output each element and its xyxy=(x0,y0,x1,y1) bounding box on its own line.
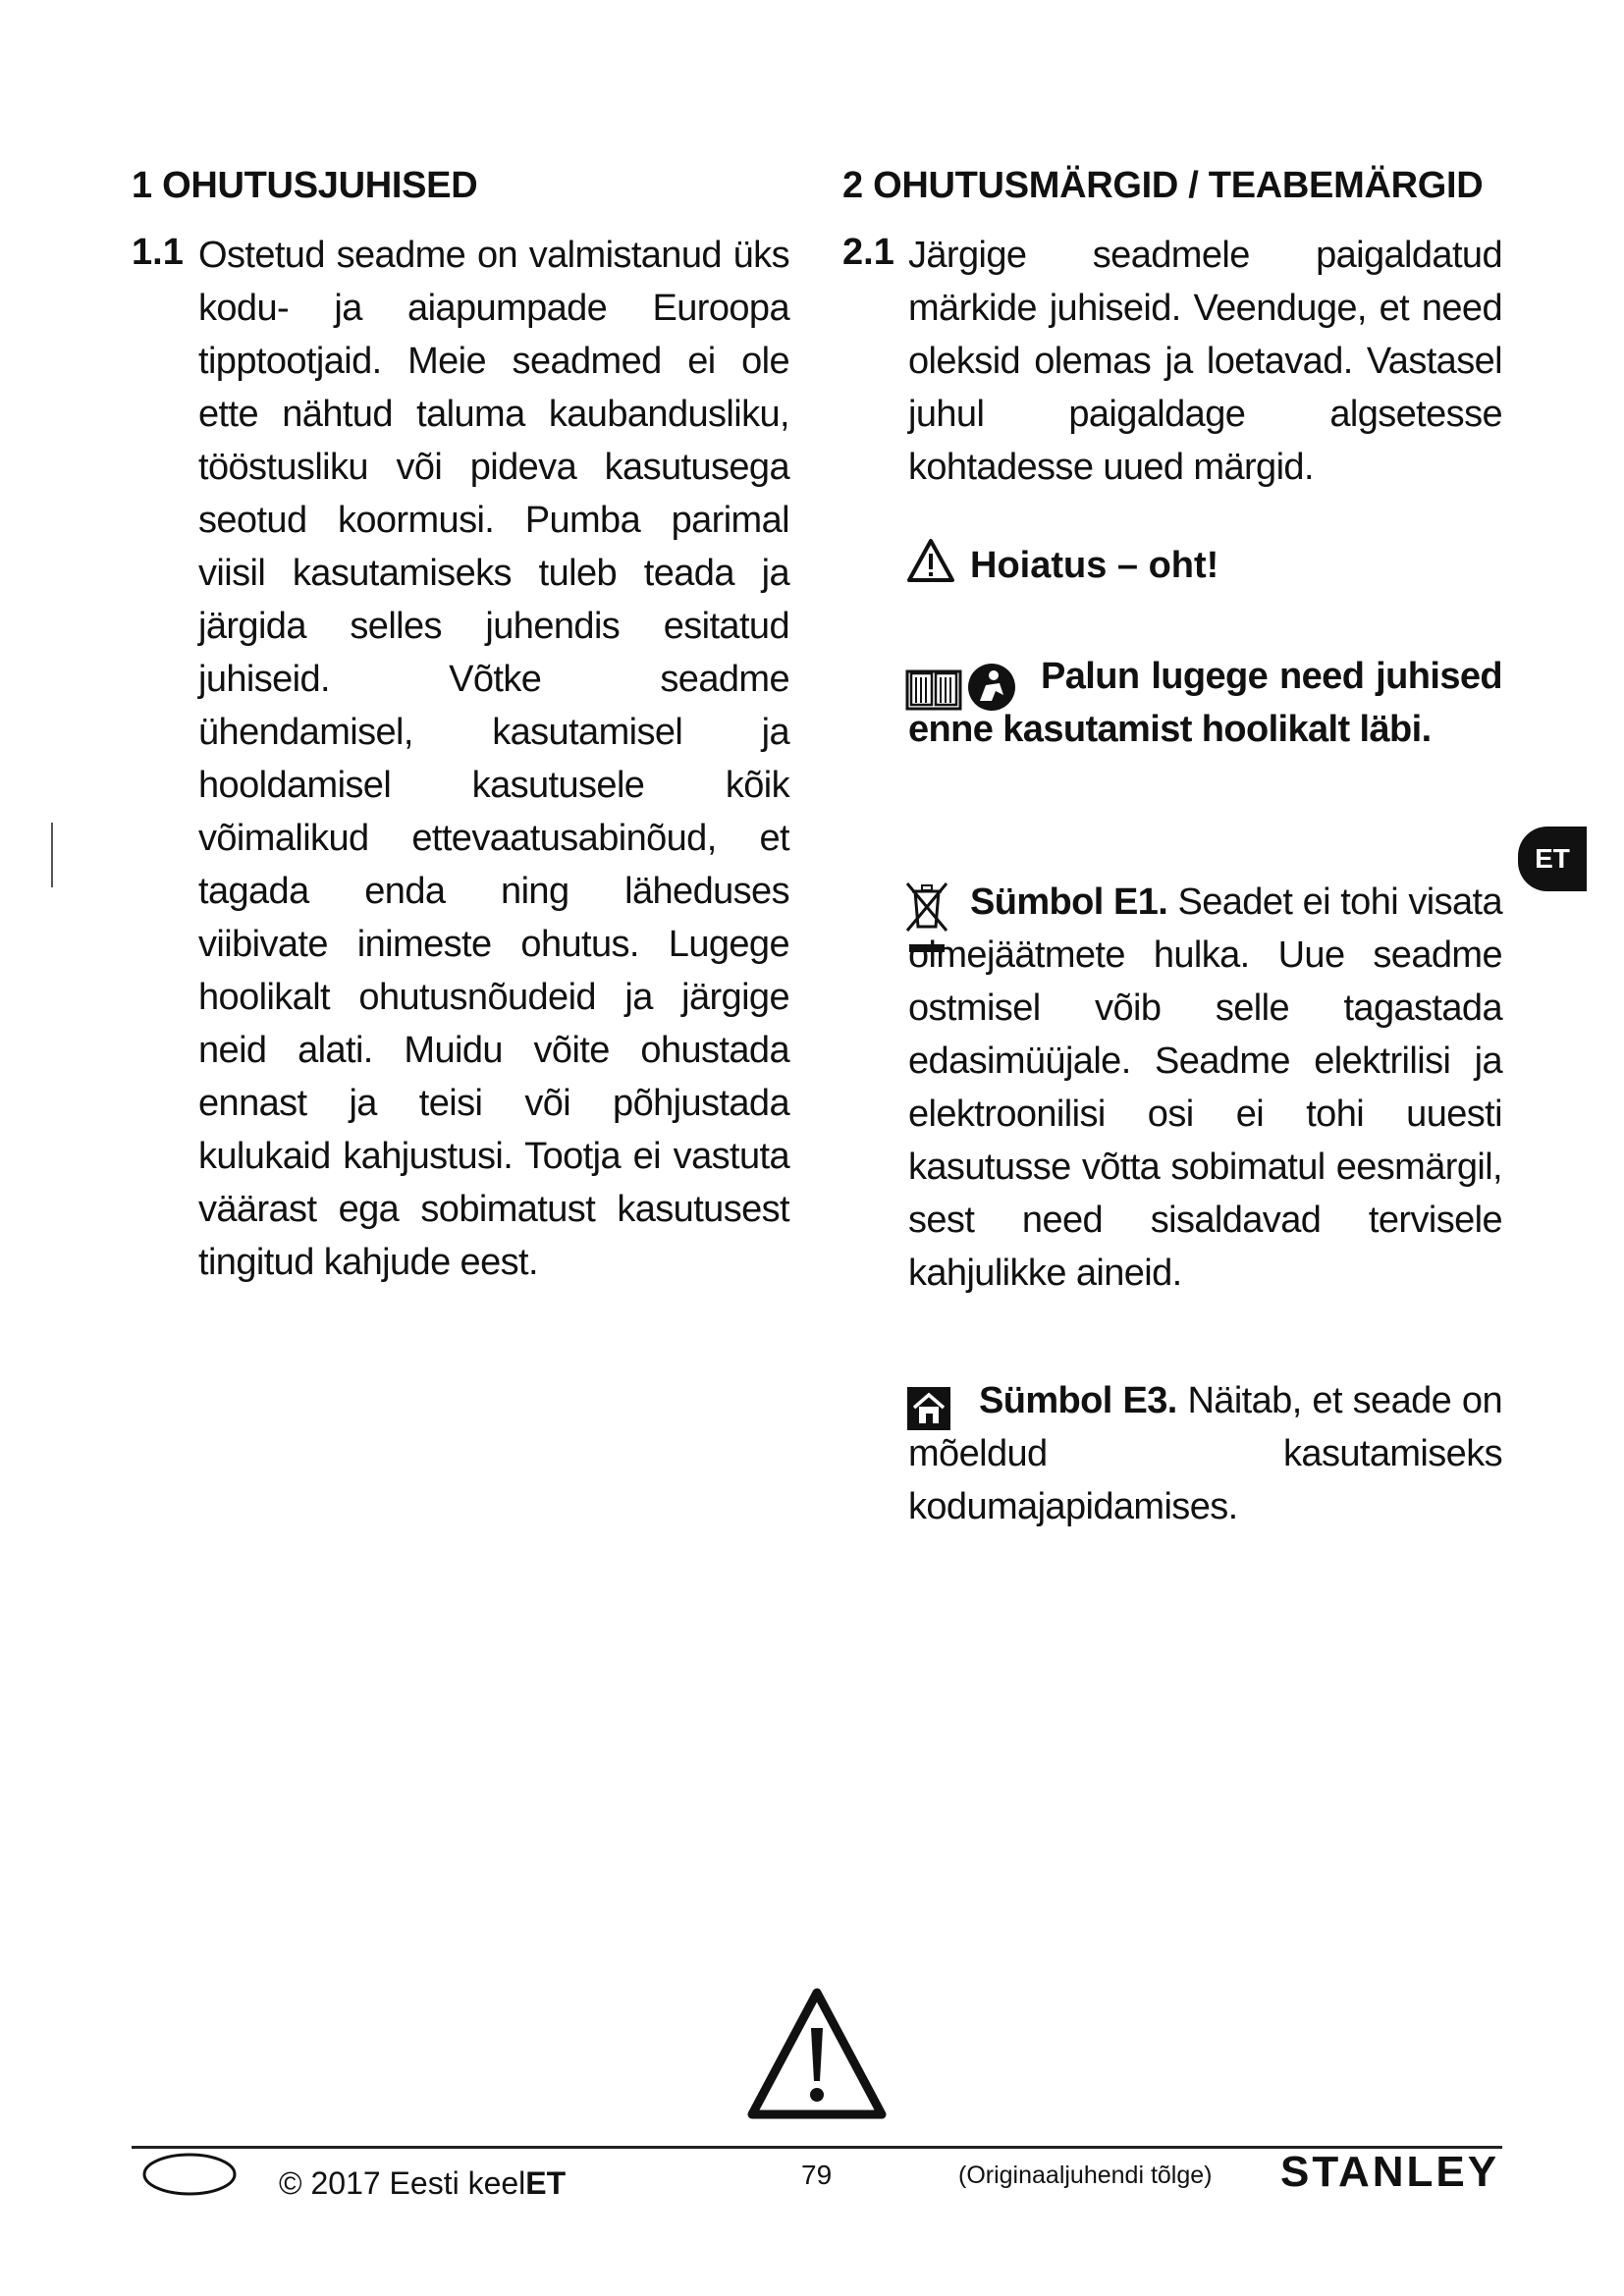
page-number: 79 xyxy=(801,2160,833,2190)
symbol-e1-label: Sümbol E1. xyxy=(970,881,1168,923)
symbol-e3-text: Näitab, et seade on mõeldud kasutamiseks kodumajapidamises. xyxy=(908,1380,1502,1527)
footer-oval-icon xyxy=(141,2152,238,2197)
symbol-e3-label: Sümbol E3. xyxy=(979,1380,1177,1421)
section2-heading: 2 OHUTUSMÄRGID / TEABEMÄRGID xyxy=(842,165,1484,206)
warning-triangle-icon xyxy=(906,538,955,583)
footer-copyright xyxy=(279,2165,566,2202)
section2-item-number: 2.1 xyxy=(842,232,894,273)
read-manual-text: Palun lugege need juhised enne kasutamist hoolikalt läbi. xyxy=(908,656,1502,750)
language-tab: ET xyxy=(1518,827,1587,891)
translation-note: (Originaaljuhendi tõlge) xyxy=(958,2162,1213,2189)
large-warning-triangle-icon xyxy=(744,1985,890,2122)
footer-copyright-text: © 2017 Eesti keel xyxy=(279,2165,526,2201)
symbol-e3-block xyxy=(908,1374,1502,1533)
section2-paragraph: Järgige seadmele paigaldatud märkide juhiseid. Veenduge, et need oleksid olemas ja loetavad. Vastasel juhul paigaldage algsetesse kohtadesse uued märgid. xyxy=(908,235,1502,488)
symbol-e1-block xyxy=(908,876,1502,1300)
warning-text: Hoiatus – oht! xyxy=(970,545,1219,586)
section1-paragraph: Ostetud seadme on valmistanud üks kodu- ja aiapumpade Euroopa tipptootjaid. Meie seadmed ei ole ette nähtud taluma kaubandusliku, tööstusliku või pideva kasutusega seotud koormusi. Pumba parimal viisil kasutamiseks tuleb teada ja järgida selles juhendis esitatud juhiseid. Võtke seadme ühendamisel, kasutamisel ja hooldamisel kasutusele kõik võimalikud ettevaatusabinõud, et tagada enda ning läheduses viibivate inimeste ohutus. Lugege hoolikalt ohutusnõudeid ja järgige neid alati. Muidu võite ohustada ennast ja teisi või põhjustada kulukaid kahjustusi. Tootja ei vastuta väärast ega sobimatust kasutusest tingitud kahjude eest. xyxy=(198,235,789,1283)
symbol-e1-text: Seadet ei tohi visata olmejäätmete hulka. Uue seadme ostmisel võib selle tagastada edasimüüjale. Seadme elektrilisi ja elektroonilisi osi ei tohi uuesti kasutusse võtta sobimatul eesmärgil, sest need sisaldavad tervisele kahjulikke aineid. xyxy=(908,881,1502,1294)
section1-item-number: 1.1 xyxy=(132,232,184,273)
brand-logo: STANLEY xyxy=(1280,2148,1500,2196)
footer-lang-code: ET xyxy=(525,2165,567,2201)
margin-rule xyxy=(51,823,53,887)
section1-heading: 1 OHUTUSJUHISED xyxy=(132,165,478,206)
